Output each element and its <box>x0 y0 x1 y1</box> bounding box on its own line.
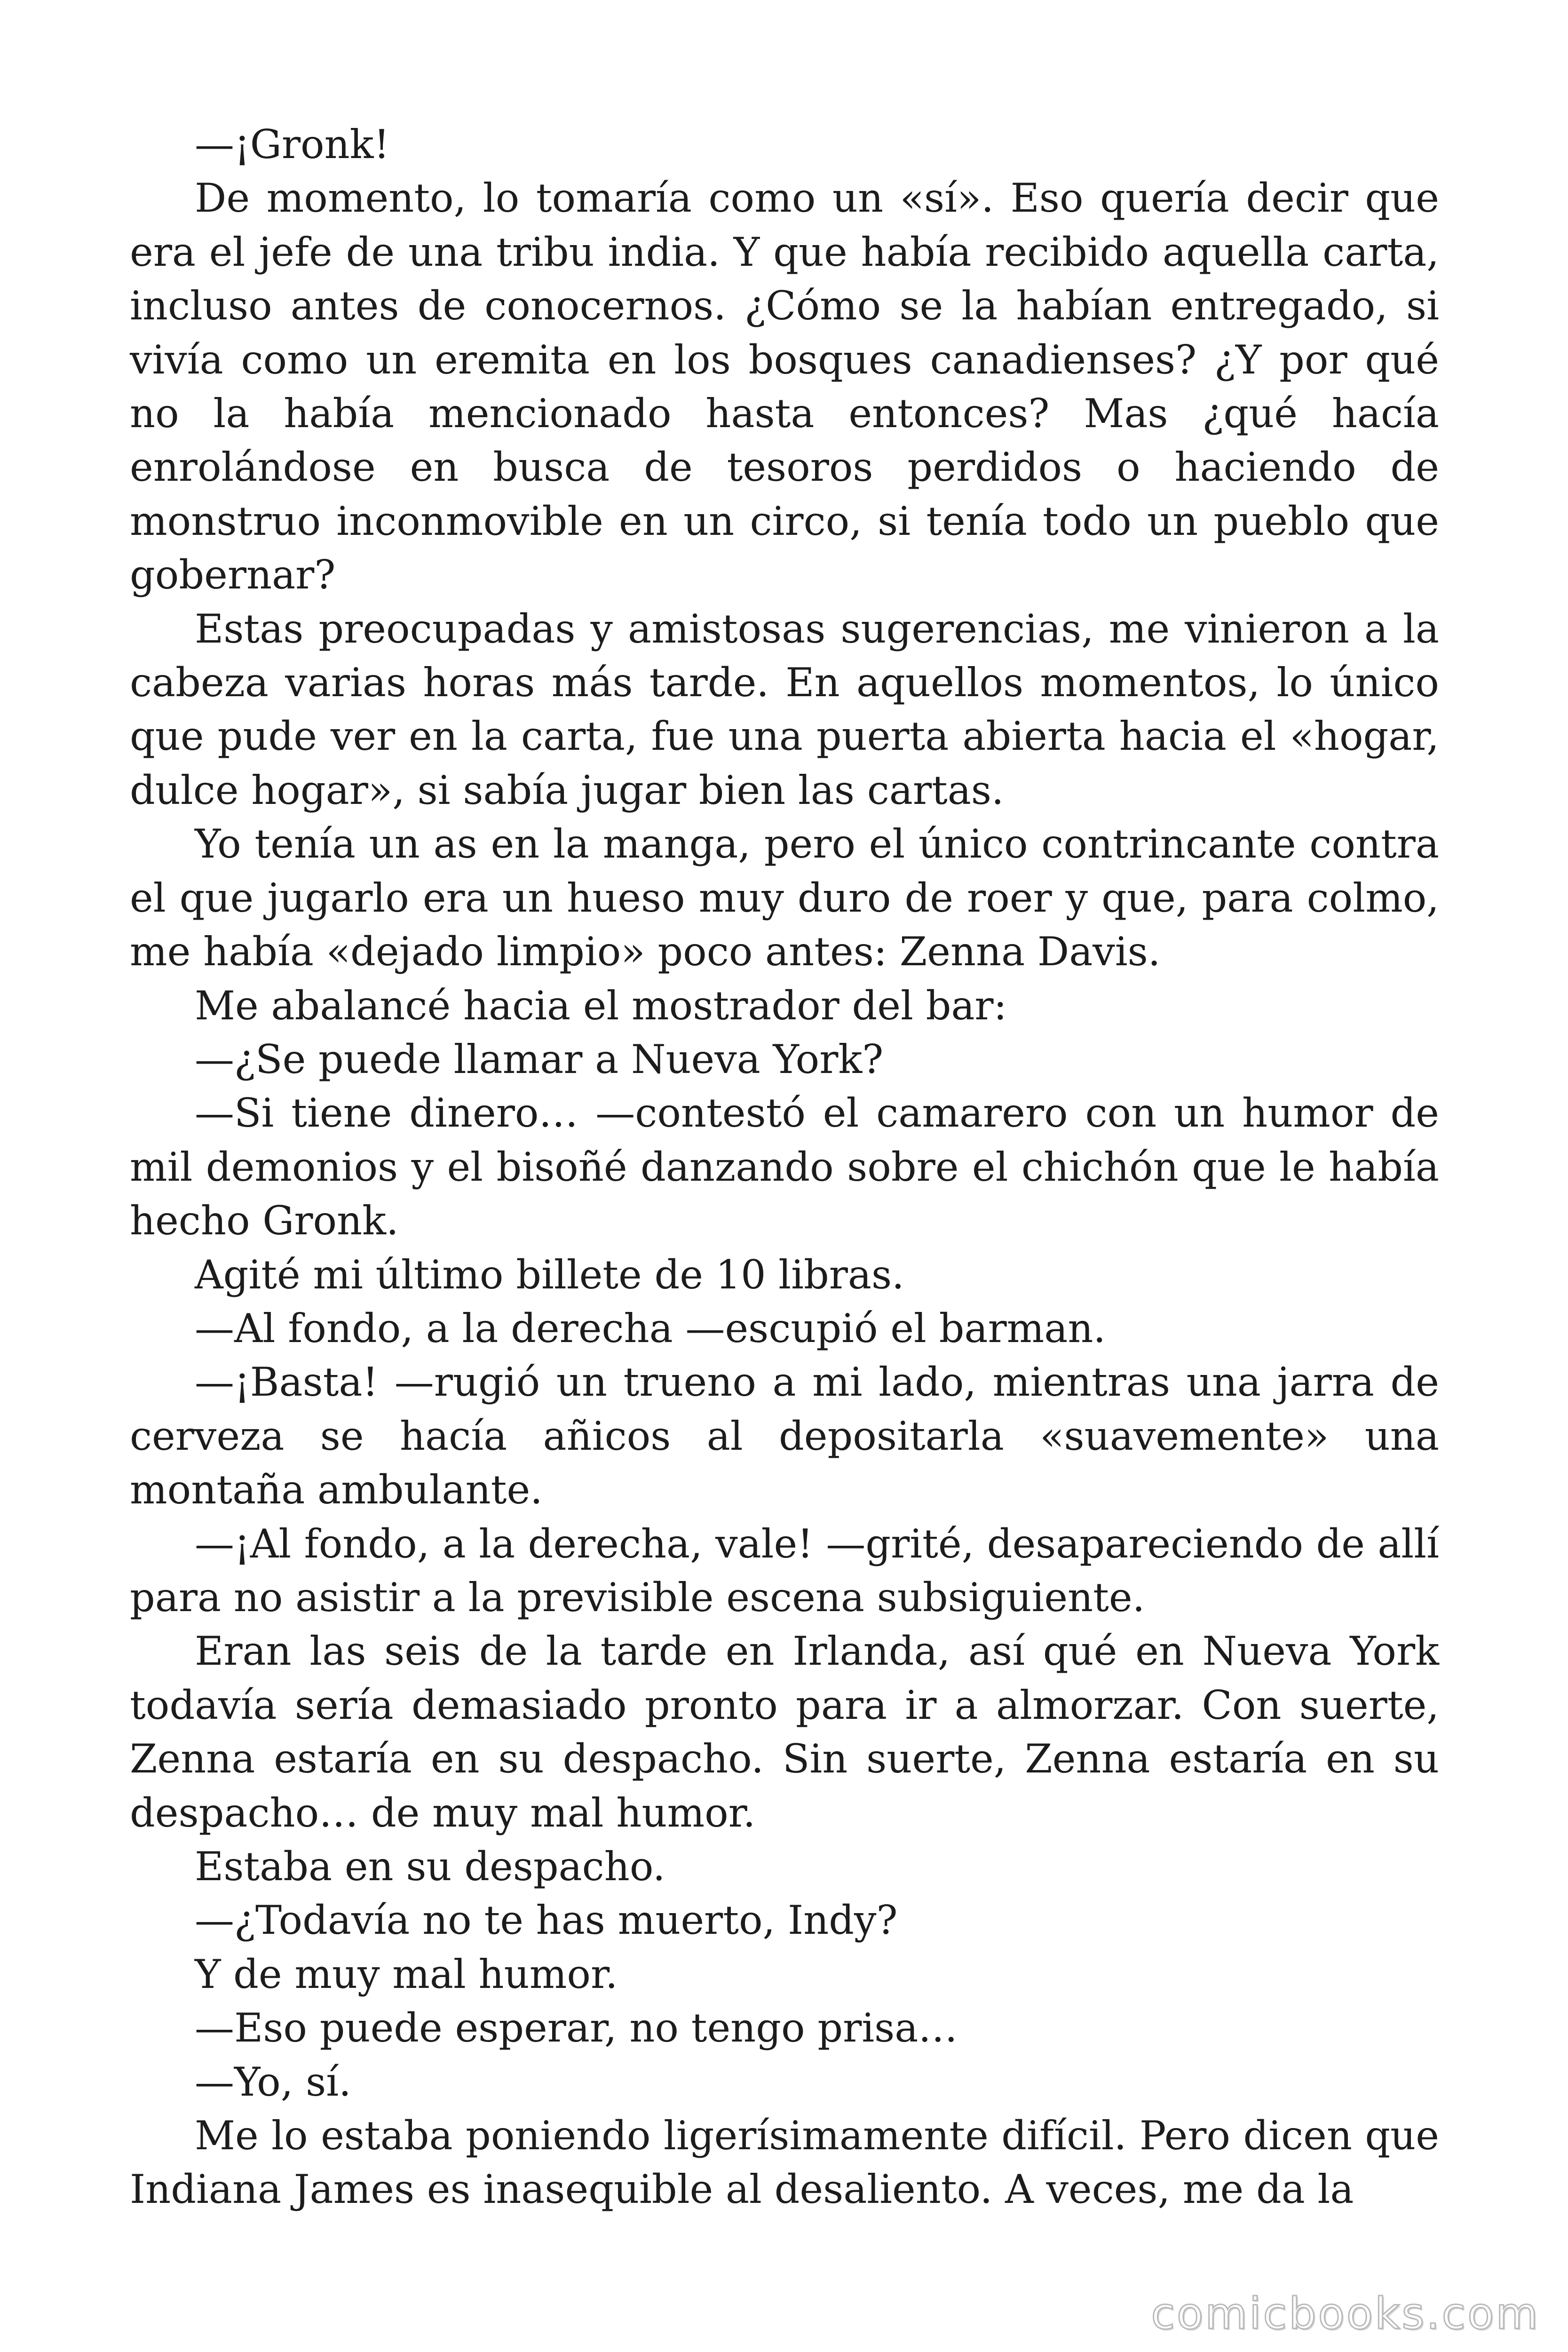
watermark: comicbooks.com <box>1151 2288 1540 2339</box>
paragraph: Estas preocupadas y amistosas sugerencias, me vinieron a la cabeza varias horas más tarde. En aquellos momentos, lo único que pude ver en la carta, fue una puerta abierta hacia el «hogar, dulce hogar», si sabía jugar bien las cartas. <box>130 605 1439 813</box>
paragraph: —¿Se puede llamar a Nueva York? <box>195 1036 884 1082</box>
paragraph: Y de muy mal humor. <box>195 1951 618 1997</box>
paragraph: —¡Al fondo, a la derecha, vale! —grité, desapareciendo de allí para no asistir a la previsible escena subsiguiente. <box>130 1520 1439 1621</box>
paragraph: —Eso puede esperar, no tengo prisa… <box>195 2005 958 2051</box>
paragraph: —¡Gronk! <box>195 121 390 167</box>
paragraph: —Yo, sí. <box>195 2058 351 2105</box>
paragraph: Me abalancé hacia el mostrador del bar: <box>195 982 1007 1029</box>
paragraph: —¿Todavía no te has muerto, Indy? <box>195 1897 898 1944</box>
paragraph: —Al fondo, a la derecha —escupió el barman. <box>195 1305 1106 1351</box>
paragraph: Eran las seis de la tarde en Irlanda, así qué en Nueva York todavía sería demasiado pronto para ir a almorzar. Con suerte, Zenna estaría en su despacho. Sin suerte, Zenna estaría en su despacho… de muy mal humor. <box>130 1628 1439 1836</box>
paragraph: Yo tenía un as en la manga, pero el único contrincante contra el que jugarlo era un hueso muy duro de roer y que, para colmo, me había «dejado limpio» poco antes: Zenna Davis. <box>130 821 1439 975</box>
paragraph: De momento, lo tomaría como un «sí». Eso quería decir que era el jefe de una tribu india. Y que había recibido aquella carta, incluso antes de conocernos. ¿Cómo se la habían entregado, si vivía como un eremita en los bosques canadienses? ¿Y por qué no la había mencionado hasta entonces? Mas ¿qué hacía enrolándose en busca de tesoros perdidos o haciendo de monstruo inconmovible en un circo, si tenía todo un pueblo que gobernar? <box>130 175 1439 598</box>
paragraph: Agité mi último billete de 10 libras. <box>195 1251 904 1298</box>
body-text <box>130 118 1439 2217</box>
paragraph: Estaba en su despacho. <box>195 1843 665 1890</box>
paragraph: —Si tiene dinero… —contestó el camarero con un humor de mil demonios y el bisoñé danzando sobre el chichón que le había hecho Gronk. <box>130 1090 1439 1244</box>
paragraph: —¡Basta! —rugió un trueno a mi lado, mientras una jarra de cerveza se hacía añicos al depositarla «suavemente» una montaña ambulante. <box>130 1359 1439 1513</box>
paragraph: Me lo estaba poniendo ligerísimamente difícil. Pero dicen que Indiana James es inasequible al desaliento. A veces, me da la <box>130 2113 1439 2213</box>
